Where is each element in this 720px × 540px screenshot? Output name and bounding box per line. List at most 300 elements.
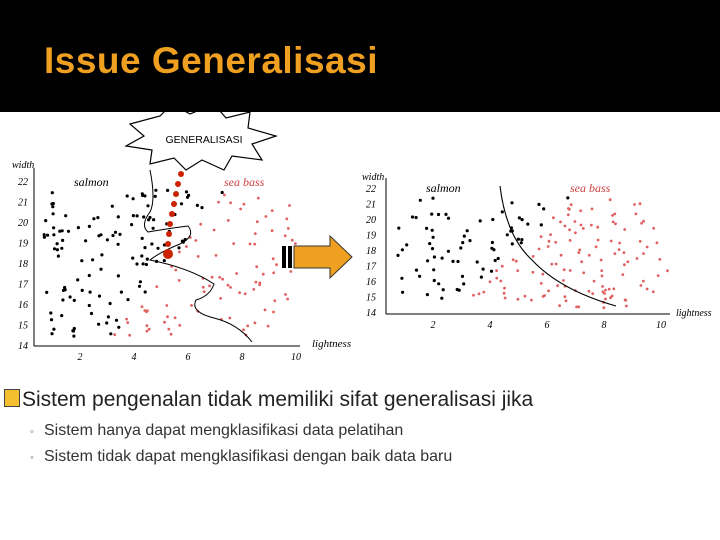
generalisasi-burst bbox=[126, 112, 276, 170]
seabass-point bbox=[272, 311, 275, 314]
salmon-point bbox=[431, 197, 434, 200]
right-x-tick: 2 bbox=[430, 320, 436, 331]
seabass-point bbox=[652, 290, 655, 293]
right-y-tick: 14 bbox=[366, 308, 376, 319]
right-x-tick: 6 bbox=[544, 320, 550, 331]
left-y-tick: 19 bbox=[18, 238, 28, 250]
seabass-point bbox=[271, 209, 274, 212]
salmon-point bbox=[76, 278, 79, 281]
salmon-point bbox=[64, 214, 67, 217]
salmon-point bbox=[430, 213, 433, 216]
seabass-point bbox=[294, 242, 297, 245]
salmon-point bbox=[138, 285, 141, 288]
salmon-point bbox=[57, 255, 60, 258]
path-dot bbox=[167, 221, 173, 227]
salmon-point bbox=[517, 238, 520, 241]
salmon-point bbox=[69, 295, 72, 298]
seabass-point bbox=[254, 232, 257, 235]
seabass-point bbox=[657, 274, 660, 277]
seabass-point bbox=[178, 324, 181, 327]
right-seabass-label: sea bass bbox=[570, 181, 611, 195]
salmon-point bbox=[468, 239, 471, 242]
salmon-point bbox=[111, 205, 114, 208]
seabass-point bbox=[614, 222, 617, 225]
salmon-point bbox=[131, 257, 134, 260]
salmon-point bbox=[141, 237, 144, 240]
seabass-point bbox=[229, 286, 232, 289]
seabass-point bbox=[264, 309, 267, 312]
seabass-point bbox=[174, 316, 177, 319]
salmon-point bbox=[51, 191, 54, 194]
left-y-tick: 20 bbox=[18, 218, 28, 229]
salmon-point bbox=[418, 275, 421, 278]
salmon-point bbox=[73, 299, 76, 302]
seabass-point bbox=[563, 268, 566, 271]
seabass-point bbox=[478, 292, 481, 295]
seabass-point bbox=[565, 299, 568, 302]
salmon-point bbox=[476, 260, 479, 263]
salmon-point bbox=[45, 291, 48, 294]
right-y-tick: 22 bbox=[366, 184, 376, 195]
salmon-point bbox=[163, 259, 166, 262]
seabass-point bbox=[552, 216, 555, 219]
salmon-point bbox=[497, 257, 500, 260]
left-y-tick: 22 bbox=[18, 177, 28, 188]
salmon-point bbox=[480, 276, 483, 279]
seabass-point bbox=[609, 198, 612, 201]
seabass-point bbox=[194, 239, 197, 242]
seabass-point bbox=[113, 333, 116, 336]
salmon-point bbox=[52, 233, 55, 236]
seabass-point bbox=[642, 280, 645, 283]
seabass-point bbox=[591, 208, 594, 211]
circle-bullet-icon: ◦ bbox=[30, 426, 34, 438]
salmon-point bbox=[53, 247, 56, 250]
main-bullet bbox=[4, 388, 533, 412]
seabass-point bbox=[517, 298, 520, 301]
left-x-tick: 8 bbox=[239, 352, 245, 363]
seabass-point bbox=[165, 304, 168, 307]
salmon-point bbox=[88, 274, 91, 277]
seabass-point bbox=[239, 208, 242, 211]
seabass-point bbox=[170, 333, 173, 336]
seabass-point bbox=[623, 251, 626, 254]
salmon-point bbox=[510, 201, 513, 204]
seabass-point bbox=[639, 240, 642, 243]
path-dot bbox=[171, 201, 177, 207]
seabass-point bbox=[218, 276, 221, 279]
burst-label: GENERALISASI bbox=[165, 134, 243, 146]
seabass-point bbox=[530, 299, 533, 302]
seabass-point bbox=[199, 223, 202, 226]
salmon-point bbox=[419, 199, 422, 202]
seabass-point bbox=[580, 224, 583, 227]
seabass-point bbox=[229, 201, 232, 204]
seabass-point bbox=[559, 221, 562, 224]
left-y-tick-labels bbox=[18, 177, 29, 352]
seabass-point bbox=[588, 290, 591, 293]
seabass-point bbox=[569, 269, 572, 272]
salmon-point bbox=[425, 227, 428, 230]
salmon-point bbox=[447, 217, 450, 220]
right-y-tick: 18 bbox=[366, 246, 376, 257]
seabass-point bbox=[640, 284, 643, 287]
seabass-point bbox=[174, 269, 177, 272]
seabass-point bbox=[242, 328, 245, 331]
seabass-point bbox=[623, 263, 626, 266]
salmon-point bbox=[142, 262, 145, 265]
seabass-point bbox=[574, 220, 577, 223]
salmon-point bbox=[146, 258, 149, 261]
salmon-point bbox=[150, 242, 153, 245]
seabass-point bbox=[560, 254, 563, 257]
seabass-point bbox=[178, 279, 181, 282]
seabass-point bbox=[548, 240, 551, 243]
salmon-point bbox=[52, 212, 55, 215]
seabass-point bbox=[538, 248, 541, 251]
salmon-point bbox=[432, 268, 435, 271]
salmon-point bbox=[537, 203, 540, 206]
seabass-point bbox=[146, 309, 149, 312]
seabass-point bbox=[666, 269, 669, 272]
salmon-point bbox=[461, 241, 464, 244]
right-y-tick: 20 bbox=[366, 215, 376, 226]
seabass-point bbox=[532, 271, 535, 274]
salmon-point bbox=[51, 205, 54, 208]
seabass-point bbox=[262, 273, 265, 276]
seabass-point bbox=[577, 251, 580, 254]
salmon-point bbox=[154, 189, 157, 192]
salmon-point bbox=[89, 291, 92, 294]
seabass-point bbox=[542, 295, 545, 298]
salmon-point bbox=[521, 218, 524, 221]
salmon-point bbox=[105, 321, 108, 324]
salmon-point bbox=[114, 231, 117, 234]
seabass-point bbox=[284, 293, 287, 296]
seabass-point bbox=[568, 208, 571, 211]
salmon-point bbox=[152, 218, 155, 221]
seabass-point bbox=[146, 330, 149, 333]
seabass-point bbox=[243, 203, 246, 206]
salmon-point bbox=[117, 326, 120, 329]
seabass-point bbox=[167, 328, 170, 331]
salmon-point bbox=[459, 246, 462, 249]
seabass-point bbox=[582, 227, 585, 230]
seabass-point bbox=[635, 213, 638, 216]
seabass-point bbox=[656, 241, 659, 244]
salmon-point bbox=[63, 286, 66, 289]
salmon-point bbox=[91, 258, 94, 261]
right-y-tick: 19 bbox=[366, 230, 376, 242]
seabass-point bbox=[272, 271, 275, 274]
salmon-point bbox=[56, 248, 59, 251]
salmon-point bbox=[50, 318, 53, 321]
seabass-point bbox=[221, 278, 224, 281]
seabass-point bbox=[658, 258, 661, 261]
right-points bbox=[396, 196, 668, 309]
salmon-point bbox=[80, 259, 83, 262]
salmon-point bbox=[479, 219, 482, 222]
salmon-point bbox=[456, 260, 459, 263]
seabass-point bbox=[271, 229, 274, 232]
salmon-point bbox=[99, 268, 102, 271]
salmon-point bbox=[84, 239, 87, 242]
salmon-point bbox=[130, 223, 133, 226]
right-x-tick-labels bbox=[431, 320, 667, 331]
salmon-point bbox=[139, 280, 142, 283]
salmon-point bbox=[441, 257, 444, 260]
salmon-point bbox=[46, 234, 49, 237]
salmon-point bbox=[132, 214, 135, 217]
salmon-point bbox=[88, 225, 91, 228]
arrow-stripe bbox=[282, 246, 286, 268]
salmon-point bbox=[442, 288, 445, 291]
seabass-point bbox=[623, 228, 626, 231]
salmon-point bbox=[50, 202, 53, 205]
seabass-point bbox=[287, 227, 290, 230]
salmon-point bbox=[154, 195, 157, 198]
sub-bullet-2-text: Sistem tidak dapat mengklasifikasi dengan baik data baru bbox=[44, 448, 453, 465]
seabass-point bbox=[211, 276, 214, 279]
salmon-point bbox=[426, 293, 429, 296]
left-salmon-label: salmon bbox=[74, 175, 109, 189]
salmon-point bbox=[90, 312, 93, 315]
salmon-point bbox=[397, 227, 400, 230]
left-y-tick: 17 bbox=[18, 279, 28, 291]
seabass-point bbox=[564, 295, 567, 298]
seabass-point bbox=[202, 286, 205, 289]
salmon-point bbox=[72, 335, 75, 338]
salmon-point bbox=[431, 229, 434, 232]
arrow-stripe bbox=[288, 246, 292, 268]
seabass-point bbox=[558, 304, 561, 307]
salmon-point bbox=[96, 216, 99, 219]
seabass-point bbox=[612, 221, 615, 224]
seabass-point bbox=[289, 270, 292, 273]
seabass-point bbox=[284, 234, 287, 237]
salmon-point bbox=[437, 213, 440, 216]
seabass-point bbox=[611, 214, 614, 217]
seabass-point bbox=[249, 243, 252, 246]
seabass-point bbox=[540, 235, 543, 238]
salmon-point bbox=[433, 255, 436, 258]
salmon-point bbox=[444, 213, 447, 216]
salmon-point bbox=[140, 254, 143, 257]
circle-bullet-icon: ◦ bbox=[30, 452, 34, 464]
salmon-point bbox=[43, 233, 46, 236]
seabass-point bbox=[547, 290, 550, 293]
salmon-point bbox=[61, 298, 64, 301]
salmon-point bbox=[186, 196, 189, 199]
seabass-point bbox=[555, 263, 558, 266]
salmon-point bbox=[466, 229, 469, 232]
salmon-point bbox=[152, 227, 155, 230]
seabass-point bbox=[597, 239, 600, 242]
salmon-point bbox=[120, 291, 123, 294]
salmon-point bbox=[98, 295, 101, 298]
seabass-point bbox=[595, 245, 598, 248]
salmon-point bbox=[109, 302, 112, 305]
salmon-point bbox=[482, 268, 485, 271]
seabass-point bbox=[578, 249, 581, 252]
seabass-point bbox=[503, 292, 506, 295]
seabass-point bbox=[125, 318, 128, 321]
salmon-point bbox=[491, 241, 494, 244]
seabass-point bbox=[190, 304, 193, 307]
right-y-tick: 17 bbox=[366, 261, 376, 273]
seabass-point bbox=[155, 285, 158, 288]
seabass-point bbox=[574, 231, 577, 234]
seabass-point bbox=[286, 298, 289, 301]
left-ylabel: width bbox=[12, 160, 35, 171]
salmon-point bbox=[520, 241, 523, 244]
seabass-point bbox=[146, 324, 149, 327]
salmon-point bbox=[92, 217, 95, 220]
seabass-point bbox=[246, 325, 249, 328]
seabass-point bbox=[489, 280, 492, 283]
seabass-point bbox=[141, 305, 144, 308]
seabass-point bbox=[532, 255, 535, 258]
seabass-point bbox=[610, 240, 613, 243]
seabass-point bbox=[604, 289, 607, 292]
seabass-point bbox=[495, 269, 498, 272]
seabass-point bbox=[614, 252, 617, 255]
seabass-point bbox=[267, 325, 270, 328]
seabass-point bbox=[601, 285, 604, 288]
seabass-point bbox=[642, 252, 645, 255]
seabass-point bbox=[232, 242, 235, 245]
seabass-point bbox=[273, 299, 276, 302]
seabass-point bbox=[499, 280, 502, 283]
arrow-shape bbox=[294, 236, 352, 278]
seabass-point bbox=[197, 255, 200, 258]
salmon-point bbox=[451, 260, 454, 263]
salmon-point bbox=[132, 197, 135, 200]
salmon-point bbox=[106, 238, 109, 241]
salmon-point bbox=[56, 242, 59, 245]
salmon-point bbox=[142, 215, 145, 218]
salmon-point bbox=[72, 329, 75, 332]
seabass-point bbox=[244, 292, 247, 295]
salmon-point bbox=[136, 214, 139, 217]
seabass-point bbox=[252, 288, 255, 291]
salmon-point bbox=[490, 247, 493, 250]
seabass-point bbox=[608, 288, 611, 291]
salmon-point bbox=[156, 247, 159, 250]
salmon-point bbox=[463, 235, 466, 238]
seabass-point bbox=[567, 213, 570, 216]
salmon-point bbox=[118, 233, 121, 236]
seabass-point bbox=[257, 197, 260, 200]
salmon-point bbox=[426, 259, 429, 262]
sub-bullet-2 bbox=[30, 448, 452, 466]
seabass-point bbox=[624, 299, 627, 302]
salmon-point bbox=[50, 332, 53, 335]
seabass-point bbox=[590, 224, 593, 227]
title-bar bbox=[0, 0, 720, 112]
right-y-tick: 16 bbox=[366, 277, 376, 288]
left-y-tick: 14 bbox=[18, 341, 28, 352]
seabass-point bbox=[482, 291, 485, 294]
seabass-point bbox=[640, 222, 643, 225]
seabass-point bbox=[504, 297, 507, 300]
right-x-tick: 8 bbox=[601, 320, 607, 331]
seabass-point bbox=[503, 287, 506, 290]
seabass-point bbox=[275, 263, 278, 266]
left-y-tick: 16 bbox=[18, 300, 28, 311]
salmon-point bbox=[146, 204, 149, 207]
path-dot bbox=[163, 249, 173, 259]
left-x-tick: 4 bbox=[131, 352, 137, 363]
salmon-point bbox=[135, 262, 138, 265]
seabass-point bbox=[562, 279, 565, 282]
seabass-point bbox=[524, 295, 527, 298]
seabass-point bbox=[495, 277, 498, 280]
right-decision-boundary bbox=[500, 186, 616, 306]
seabass-point bbox=[148, 328, 151, 331]
salmon-point bbox=[432, 236, 435, 239]
bullet-glyph-icon bbox=[4, 389, 20, 407]
salmon-point bbox=[185, 190, 188, 193]
seabass-point bbox=[618, 248, 621, 251]
main-bullet-text: Sistem pengenalan tidak memiliki sifat generalisasi jika bbox=[22, 388, 534, 411]
seabass-point bbox=[550, 263, 553, 266]
path-dot bbox=[175, 181, 181, 187]
seabass-point bbox=[621, 273, 624, 276]
seabass-point bbox=[633, 203, 636, 206]
seabass-point bbox=[618, 242, 621, 245]
seabass-point bbox=[625, 305, 628, 308]
salmon-point bbox=[490, 270, 493, 273]
overfit-highlight-path bbox=[163, 161, 188, 260]
seabass-point bbox=[516, 269, 519, 272]
seabass-point bbox=[472, 294, 475, 297]
seabass-point bbox=[577, 306, 580, 309]
path-dot bbox=[165, 241, 171, 247]
seabass-point bbox=[541, 273, 544, 276]
seabass-point bbox=[272, 257, 275, 260]
salmon-point bbox=[100, 253, 103, 256]
salmon-point bbox=[117, 274, 120, 277]
salmon-point bbox=[81, 289, 84, 292]
seabass-point bbox=[227, 284, 230, 287]
seabass-point bbox=[568, 228, 571, 231]
salmon-point bbox=[540, 223, 543, 226]
salmon-point bbox=[400, 277, 403, 280]
salmon-point bbox=[415, 269, 418, 272]
seabass-point bbox=[580, 260, 583, 263]
salmon-point bbox=[147, 218, 150, 221]
seabass-point bbox=[569, 239, 572, 242]
salmon-point bbox=[396, 254, 399, 257]
seabass-point bbox=[208, 285, 211, 288]
right-y-tick-labels bbox=[366, 184, 377, 319]
sub-bullet-1-text: Sistem hanya dapat mengklasifikasi data pelatihan bbox=[44, 422, 404, 439]
left-y-tick: 15 bbox=[18, 320, 28, 332]
salmon-point bbox=[88, 304, 91, 307]
path-dot bbox=[173, 191, 179, 197]
seabass-point bbox=[126, 321, 129, 324]
left-x-tick: 10 bbox=[291, 352, 301, 363]
salmon-point bbox=[52, 328, 55, 331]
salmon-point bbox=[440, 297, 443, 300]
seabass-point bbox=[556, 284, 559, 287]
seabass-point bbox=[235, 272, 238, 275]
salmon-point bbox=[462, 282, 465, 285]
salmon-point bbox=[411, 215, 414, 218]
salmon-point bbox=[58, 230, 61, 233]
left-xlabel: lightness bbox=[312, 338, 352, 350]
